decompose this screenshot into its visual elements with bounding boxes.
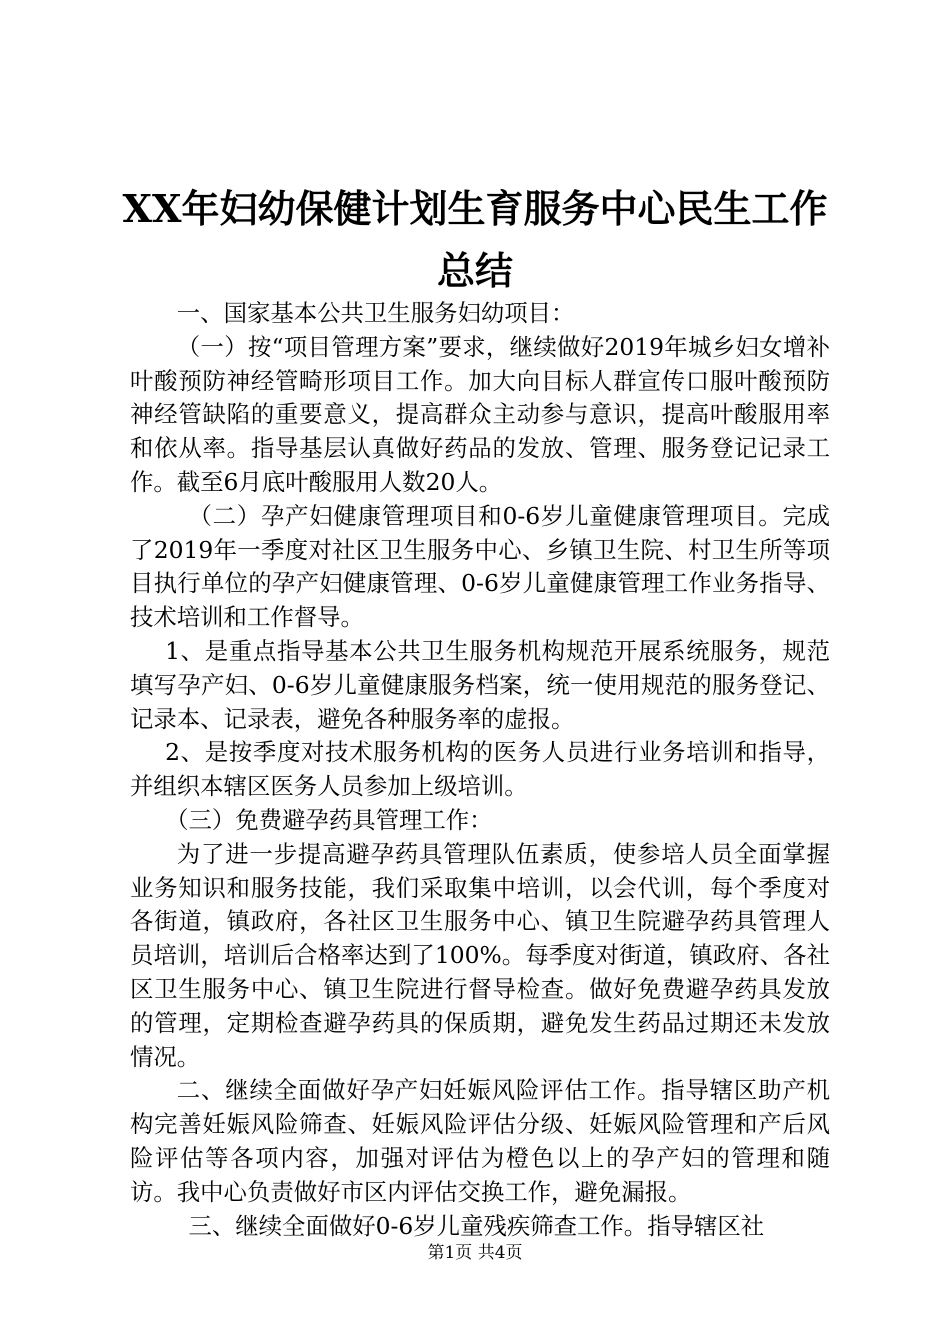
document-body: [130, 297, 830, 1243]
paragraph: （二）孕产妇健康管理项目和0-6岁儿童健康管理项目。完成了2019年一季度对社区卫生服务中心、乡镇卫生院、村卫生所等项目执行单位的孕产妇健康管理、0-6岁儿童健康管理工作业务指导、技术培训和工作督导。: [130, 501, 830, 632]
paragraph: 1、是重点指导基本公共卫生服务机构规范开展系统服务，规范填写孕产妇、0-6岁儿童健康服务档案，统一使用规范的服务登记、记录本、记录表，避免各种服务率的虚报。: [130, 636, 830, 733]
paragraph: 为了进一步提高避孕药具管理队伍素质，使参培人员全面掌握业务知识和服务技能，我们采取集中培训，以会代训，每个季度对各街道，镇政府，各社区卫生服务中心、镇卫生院避孕药具管理人员培训，培训后合格率达到了100%。每季度对街道，镇政府、各社区卫生服务中心、镇卫生院进行督导检查。做好免费避孕药具发放的管理，定期检查避孕药具的保质期，避免发生药品过期还未发放情况。: [130, 839, 830, 1071]
paragraph: （一）按“项目管理方案”要求，继续做好2019年城乡妇女增补叶酸预防神经管畸形项目工作。加大向目标人群宣传口服叶酸预防神经管缺陷的重要意义，提高群众主动参与意识，提高叶酸服用率和依从率。指导基层认真做好药品的发放、管理、服务登记记录工作。截至6月底叶酸服用人数20人。: [130, 332, 830, 496]
section-heading-3: 三、继续全面做好0-6岁儿童残疾筛查工作。指导辖区社: [188, 1211, 765, 1240]
paragraph: 2、是按季度对技术服务机构的医务人员进行业务培训和指导，并组织本辖区医务人员参加上级培训。: [130, 738, 830, 801]
page-footer: 第1页 共4页: [427, 1243, 523, 1263]
document-title: XX年妇幼保健计划生育服务中心民生工作总结: [122, 186, 828, 293]
section-heading-2: 二、继续全面做好孕产妇妊娠风险评估工作。指导辖区助产机构完善妊娠风险筛查、妊娠风险评估分级、妊娠风险管理和产后风险评估等各项内容，加强对评估为橙色以上的孕产妇的管理和随访。我中心负责做好市区内评估交换工作，避免漏报。: [130, 1076, 830, 1206]
section-heading-1: 一、国家基本公共卫生服务妇幼项目：: [176, 299, 575, 327]
paragraph: （三）免费避孕药具管理工作：: [165, 805, 493, 834]
